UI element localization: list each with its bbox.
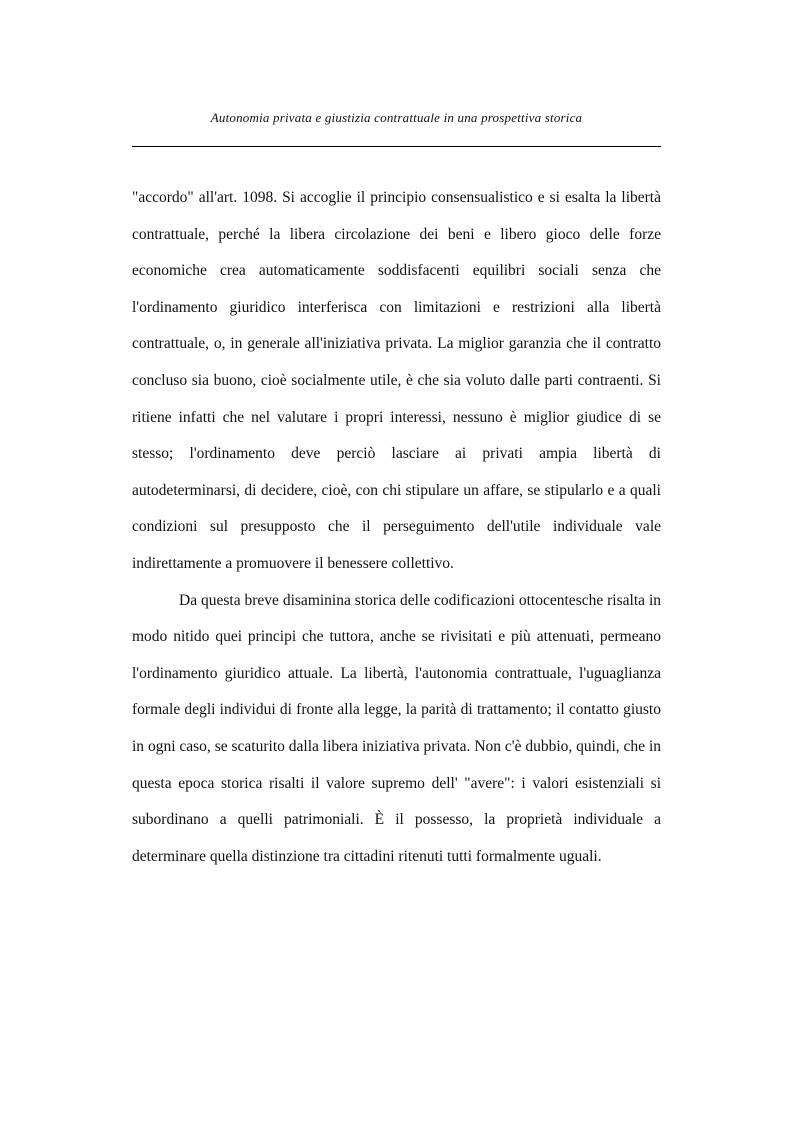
- paragraph-1: "accordo" all'art. 1098. Si accoglie il principio consensualistico e si esalta la libertà contrattuale, perché la libera circolazione dei beni e libero gioco delle forze economiche crea automaticamente soddisfacenti equilibri sociali senza che l'ordinamento giuridico interferisca con limitazioni e restrizioni alla libertà contrattuale, o, in generale all'iniziativa privata. La miglior garanzia che il contratto concluso sia buono, cioè socialmente utile, è che sia voluto dalle parti contraenti. Si ritiene infatti che nel valutare i propri interessi, nessuno è miglior giudice di se stesso; l'ordinamento deve perciò lasciare ai privati ampia libertà di autodeterminarsi, di decidere, cioè, con chi stipulare un affare, se stipularlo e a quali condizioni sul presupposto che il perseguimento dell'utile individuale vale indirettamente a promuovere il benessere collettivo.: [132, 189, 661, 572]
- paragraph-2: Da questa breve disaminina storica delle codificazioni ottocentesche risalta in modo nitido quei principi che tuttora, anche se rivisitati e più attenuati, permeano l'ordinamento giuridico attuale. La libertà, l'autonomia contrattuale, l'uguaglianza formale degli individui di fronte alla legge, la parità di trattamento; il contatto giusto in ogni caso, se scaturito dalla libera iniziativa privata. Non c'è dubbio, quindi, che in questa epoca storica risalti il valore supremo dell' "avere": i valori esistenziali si subordinano a quelli patrimoniali. È il possesso, la proprietà individuale a determinare quella distinzione tra cittadini ritenuti tutti formalmente uguali.: [132, 591, 661, 865]
- running-header: [132, 110, 661, 126]
- body-text: [132, 180, 661, 875]
- header-divider: [132, 146, 661, 147]
- running-header-title: Autonomia privata e giustizia contrattuale in una prospettiva storica: [210, 110, 583, 125]
